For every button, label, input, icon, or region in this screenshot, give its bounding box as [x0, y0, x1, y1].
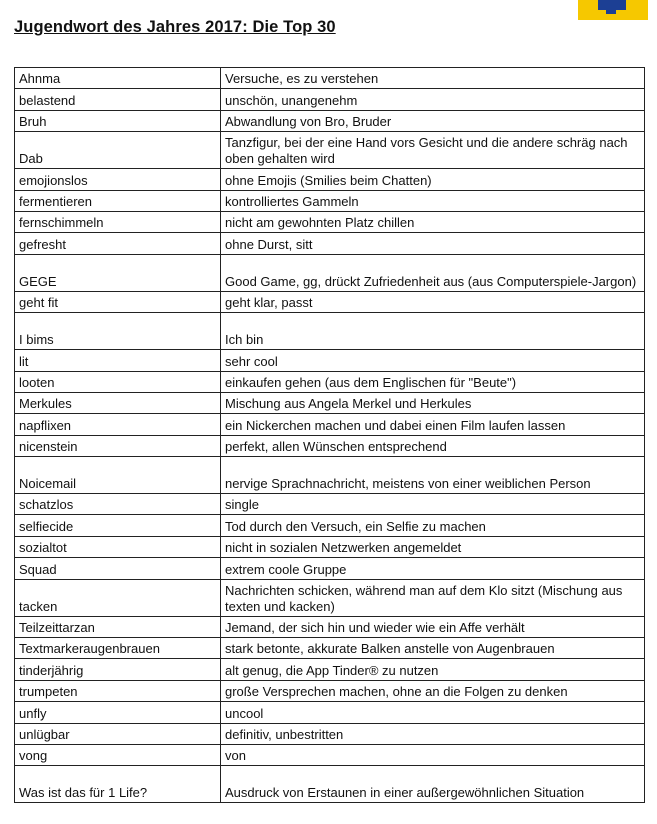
word-text: lit: [19, 353, 29, 369]
word-cell: [15, 350, 221, 371]
meaning-cell: [221, 233, 645, 254]
word-text: I bims: [19, 332, 54, 348]
word-cell: [15, 414, 221, 435]
meaning-text: Ich bin: [225, 332, 264, 348]
word-text: Merkules: [19, 396, 72, 412]
word-text: unfly: [19, 705, 47, 721]
meaning-cell: [221, 515, 645, 536]
meaning-cell: [221, 702, 645, 723]
table-row: [15, 190, 645, 211]
table-row: [15, 702, 645, 723]
word-cell: [15, 211, 221, 232]
meaning-cell: [221, 558, 645, 579]
meaning-text: extrem coole Gruppe: [225, 561, 347, 577]
word-text: fernschimmeln: [19, 215, 104, 231]
table-row: [15, 744, 645, 765]
word-cell: [15, 702, 221, 723]
word-text: schatzlos: [19, 497, 74, 513]
meaning-text: Jemand, der sich hin und wieder wie ein Affe verhält: [225, 620, 525, 636]
meaning-text: nicht in sozialen Netzwerken angemeldet: [225, 540, 462, 556]
logo: [578, 0, 648, 20]
meaning-cell: [221, 435, 645, 456]
word-text: belastend: [19, 92, 76, 108]
meaning-cell: [221, 169, 645, 190]
meaning-text: Good Game, gg, drückt Zufriedenheit aus (aus Computerspiele-Jargon): [225, 273, 637, 289]
meaning-cell: [221, 616, 645, 637]
word-text: trumpeten: [19, 684, 78, 700]
word-cell: [15, 680, 221, 701]
meaning-text: alt genug, die App Tinder® zu nutzen: [225, 662, 439, 678]
word-text: Dab: [19, 151, 43, 167]
meaning-cell: [221, 68, 645, 89]
meaning-text: perfekt, allen Wünschen entsprechend: [225, 439, 447, 455]
table-row: [15, 110, 645, 131]
vocabulary-table-body: [15, 68, 645, 803]
meaning-cell: [221, 291, 645, 312]
meaning-cell: [221, 313, 645, 350]
logo-mark-icon: [598, 0, 626, 10]
word-cell: [15, 744, 221, 765]
meaning-cell: [221, 638, 645, 659]
meaning-text: unschön, unangenehm: [225, 92, 358, 108]
meaning-cell: [221, 190, 645, 211]
table-row: [15, 494, 645, 515]
meaning-cell: [221, 392, 645, 413]
meaning-cell: [221, 350, 645, 371]
table-row: [15, 616, 645, 637]
meaning-text: uncool: [225, 705, 264, 721]
word-text: Ahnma: [19, 71, 61, 87]
meaning-text: Nachrichten schicken, während man auf dem Klo sitzt (Mischung aus texten und kacken): [225, 582, 623, 614]
word-cell: [15, 313, 221, 350]
table-row: [15, 313, 645, 350]
meaning-text: sehr cool: [225, 353, 278, 369]
word-text: looten: [19, 374, 55, 390]
meaning-cell: [221, 371, 645, 392]
meaning-text: von: [225, 748, 246, 764]
meaning-cell: [221, 211, 645, 232]
word-cell: [15, 392, 221, 413]
word-cell: [15, 190, 221, 211]
word-cell: [15, 766, 221, 803]
word-text: GEGE: [19, 273, 57, 289]
meaning-text: große Versprechen machen, ohne an die Folgen zu denken: [225, 684, 568, 700]
meaning-text: Abwandlung von Bro, Bruder: [225, 114, 392, 130]
meaning-text: Ausdruck von Erstaunen in einer außergewöhnlichen Situation: [225, 785, 585, 801]
meaning-text: ohne Emojis (Smilies beim Chatten): [225, 172, 432, 188]
table-row: [15, 89, 645, 110]
table-row: [15, 169, 645, 190]
word-text: nicenstein: [19, 439, 78, 455]
table-row: [15, 233, 645, 254]
meaning-cell: [221, 659, 645, 680]
table-row: [15, 254, 645, 291]
table-row: [15, 766, 645, 803]
table-row: [15, 291, 645, 312]
meaning-cell: [221, 744, 645, 765]
word-cell: [15, 638, 221, 659]
word-cell: [15, 659, 221, 680]
meaning-text: single: [225, 497, 259, 513]
word-cell: [15, 68, 221, 89]
word-text: Teilzeittarzan: [19, 620, 95, 636]
word-cell: [15, 254, 221, 291]
word-cell: [15, 723, 221, 744]
meaning-text: ein Nickerchen machen und dabei einen Film laufen lassen: [225, 417, 566, 433]
word-text: vong: [19, 748, 48, 764]
meaning-text: nicht am gewohnten Platz chillen: [225, 215, 415, 231]
word-text: unlügbar: [19, 726, 70, 742]
table-row: [15, 558, 645, 579]
meaning-cell: [221, 457, 645, 494]
word-cell: [15, 110, 221, 131]
word-cell: [15, 579, 221, 616]
meaning-cell: [221, 536, 645, 557]
table-row: [15, 659, 645, 680]
word-cell: [15, 89, 221, 110]
table-row: [15, 536, 645, 557]
word-cell: [15, 435, 221, 456]
word-text: napflixen: [19, 417, 72, 433]
word-cell: [15, 233, 221, 254]
meaning-cell: [221, 579, 645, 616]
word-text: emojionslos: [19, 172, 88, 188]
word-cell: [15, 558, 221, 579]
meaning-text: definitiv, unbestritten: [225, 726, 344, 742]
word-cell: [15, 169, 221, 190]
meaning-cell: [221, 680, 645, 701]
word-text: selfiecide: [19, 518, 74, 534]
word-text: Noicemail: [19, 476, 77, 492]
meaning-text: Versuche, es zu verstehen: [225, 71, 379, 87]
table-row: [15, 723, 645, 744]
meaning-text: Mischung aus Angela Merkel und Herkules: [225, 396, 472, 412]
meaning-text: Tod durch den Versuch, ein Selfie zu machen: [225, 518, 486, 534]
table-row: [15, 457, 645, 494]
vocabulary-table: [14, 67, 645, 803]
word-text: Bruh: [19, 114, 47, 130]
meaning-cell: [221, 132, 645, 169]
table-row: [15, 211, 645, 232]
word-cell: [15, 494, 221, 515]
page-title: Jugendwort des Jahres 2017: Die Top 30: [14, 18, 336, 36]
table-row: [15, 579, 645, 616]
meaning-text: nervige Sprachnachricht, meistens von einer weiblichen Person: [225, 476, 591, 492]
table-row: [15, 371, 645, 392]
meaning-cell: [221, 766, 645, 803]
meaning-text: geht klar, passt: [225, 295, 313, 311]
word-text: fermentieren: [19, 193, 92, 209]
word-text: tacken: [19, 598, 58, 614]
meaning-cell: [221, 110, 645, 131]
word-text: Textmarkeraugenbrauen: [19, 641, 160, 657]
word-cell: [15, 291, 221, 312]
meaning-cell: [221, 89, 645, 110]
table-row: [15, 350, 645, 371]
word-cell: [15, 616, 221, 637]
word-cell: [15, 515, 221, 536]
word-text: gefresht: [19, 236, 66, 252]
meaning-cell: [221, 414, 645, 435]
word-text: geht fit: [19, 295, 59, 311]
table-row: [15, 68, 645, 89]
meaning-text: stark betonte, akkurate Balken anstelle von Augenbrauen: [225, 641, 555, 657]
table-row: [15, 680, 645, 701]
word-text: Squad: [19, 561, 57, 577]
meaning-cell: [221, 494, 645, 515]
table-row: [15, 435, 645, 456]
table-row: [15, 414, 645, 435]
word-text: Was ist das für 1 Life?: [19, 785, 148, 801]
table-row: [15, 515, 645, 536]
meaning-cell: [221, 723, 645, 744]
word-text: tinderjährig: [19, 662, 84, 678]
word-cell: [15, 371, 221, 392]
table-row: [15, 392, 645, 413]
meaning-text: Tanzfigur, bei der eine Hand vors Gesicht und die andere schräg nach oben gehalten wird: [225, 135, 628, 167]
table-row: [15, 132, 645, 169]
table-row: [15, 638, 645, 659]
word-cell: [15, 132, 221, 169]
meaning-text: ohne Durst, sitt: [225, 236, 313, 252]
word-cell: [15, 536, 221, 557]
meaning-text: kontrolliertes Gammeln: [225, 193, 359, 209]
word-text: sozialtot: [19, 540, 67, 556]
meaning-text: einkaufen gehen (aus dem Englischen für "Beute"): [225, 374, 517, 390]
word-cell: [15, 457, 221, 494]
meaning-cell: [221, 254, 645, 291]
